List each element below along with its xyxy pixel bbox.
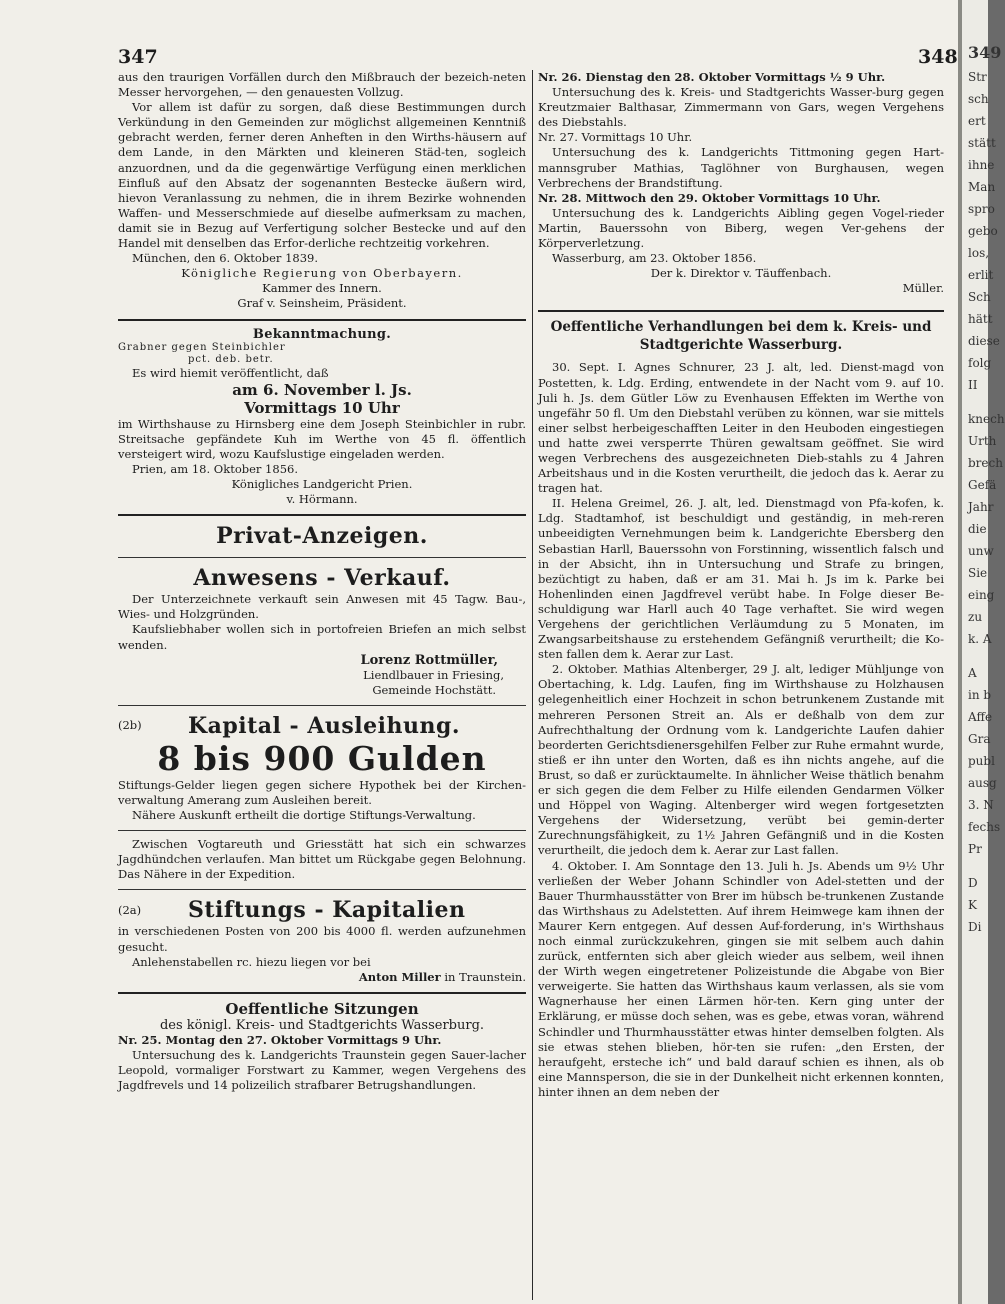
edge-fragment: K	[968, 898, 977, 912]
edge-fragment: Di	[968, 920, 982, 934]
private-ads-title: Privat-Anzeigen.	[216, 523, 428, 550]
left-column	[118, 70, 526, 1093]
edge-fragment: ausg	[968, 776, 997, 790]
edge-fragment: folg	[968, 356, 992, 370]
bekanntmachung-title: Bekanntmachung.	[252, 326, 392, 342]
opening-signature: Graf v. Seinsheim, Präsident.	[237, 296, 407, 311]
divider-rule	[118, 705, 526, 706]
stiftung-title: Stiftungs - Kapitalien	[188, 897, 466, 924]
opening-paragraph-1: aus den traurigen Vorfällen durch den Mißbrauch der bezeich-neten Messer hervorgehen, — den genauesten Vollzug.	[118, 70, 526, 100]
anwesen-line-3: Gemeinde Hochstätt.	[372, 682, 496, 697]
kapital-amount: 8 bis 900 Gulden	[157, 738, 487, 778]
case-paragraph: 4. Oktober. I. Am Sonntage den 13. Juli h. Js. Abends um 9½ Uhr verließen der Weber Johann Schindler von Adel-stetten und der Bauer Thurmhausstätter von Brer im hübsch be-trunkenen Zustande das Wirthshaus zu Adelstetten. Auf ihrem Heimwege kam ihnen der Maurer Kern entgegen. Auf dessen Auf-forderung, in's Wirthshaus noch einmal zurückzukehren, gingen sie mit selbem auch dahin zurück, entfernten sich aber gleich wieder aus selbem, weil ihnen der Wirth wegen eingetretener Polizeistunde die Abgabe von Bier verweigerte. Sie hatten das Wirthshaus kaum verlassen, als sie vom Wagnerhause her einen Lärmen hör-ten. Kern ging unter der Erklärung, er müsse doch sehen, was es gebe, etwas voran, während Schindler und Thurmhausstätter etwas hinter demselben folgten. Als sie etwas stehen blieben, hör-ten sie rufen: „den Ersten, der heraufgeht, ersteche ich“ und bald darauf schien es ihnen, als ob eine Mannsperson, die sie in der Dunkelheit nicht erkennen konnten, hinter ihnen an dem neben der	[538, 858, 944, 1099]
divider-rule	[118, 557, 526, 558]
kapital-number: (2b)	[118, 718, 142, 733]
edge-fragment: sch	[968, 92, 989, 106]
case-paragraph: 2. Oktober. Mathias Altenberger, 29 J. alt, lediger Mühljunge von Obertaching, k. Ldg. Laufen, fing im Wirthshause zu Holzhausen gelegenheitlich einer Hochzeit in schon betrunkenem Zustande mit mehreren Personen Streit an. Als er deßhalb von dem zur Aufrechthaltung der Ordnung vom k. Landgerichte Laufen dahier beorderten Gerichtsdienersgehilfen Felber zur Ruhe ermahnt wurde, stieß er ihn unter den Worten, daß es ihn nichts angehe, auf die Brust, so daß er zurücktaumelte. In ähnlicher Weise thätlich benahm er sich gegen die dem Felber zu Hilfe eilenden Gendarmen Völker und Höppel von Waging. Altenberger wird wegen fortgesetzten Vergehens der Widersetzung, verübt bei gemin-derter Zurechnungsfähigkeit, zu 1½ Jahren Gefängniß und in die Kosten verurtheilt, die jedoch dem k. Aerar zur Last fallen.	[538, 662, 944, 858]
opening-place-date: München, den 6. Oktober 1839.	[132, 251, 318, 266]
right-director: Der k. Direktor v. Täuffenbach.	[650, 266, 832, 281]
bekanntmachung-place-date: Prien, am 18. Oktober 1856.	[132, 461, 298, 476]
verhandlungen-title-2: Stadtgerichte Wasserburg.	[639, 337, 843, 354]
divider-rule	[118, 514, 526, 516]
stiftung-sig-name: Anton Miller	[358, 969, 441, 984]
edge-fragment: knech	[968, 412, 1005, 426]
divider-rule	[118, 319, 526, 321]
opening-authority: Königliche Regierung von Oberbayern.	[181, 266, 463, 281]
kapital-text: Stiftungs-Gelder liegen gegen sichere Hypothek bei der Kirchen-verwaltung Amerang zum Ausleihen bereit.	[118, 777, 526, 807]
edge-fragment: spro	[968, 202, 995, 216]
nr26-heading: Nr. 26. Dienstag den 28. Oktober Vormittags ½ 9 Uhr.	[538, 70, 886, 84]
nr28-text: Untersuchung des k. Landgerichts Aibling gegen Vogel-rieder Martin, Bauerssohn von Biberg, wegen Ver-gehens der Körperverletzung.	[538, 205, 944, 251]
nr27-text: Untersuchung des k. Landgerichts Tittmoning gegen Hart-mannsgruber Mathias, Taglöhner von Burghausen, wegen Verbrechens der Brandstiftung.	[538, 145, 944, 190]
right-signature: Müller.	[902, 281, 944, 296]
page-number-left: 347	[118, 46, 158, 68]
case-line-2: pct. deb. betr.	[188, 353, 274, 365]
anwesen-line-2: Liendlbauer in Friesing,	[363, 667, 504, 682]
sitzungen-entry: Nr. 25. Montag den 27. Oktober Vormittags 9 Uhr.	[118, 1032, 442, 1047]
auction-time: Vormittags 10 Uhr	[244, 398, 400, 417]
edge-fragment: Sch	[968, 290, 991, 304]
edge-fragment: Gefä	[968, 478, 997, 492]
edge-fragment: D	[968, 876, 978, 890]
edge-fragment: brech	[968, 456, 1003, 470]
edge-fragment: II	[968, 378, 978, 392]
stiftung-signature	[118, 970, 526, 985]
divider-rule	[118, 830, 526, 831]
edge-fragment: Sie	[968, 566, 988, 580]
edge-fragment: Pr	[968, 842, 982, 856]
stiftung-sig-place: in Traunstein.	[444, 969, 526, 984]
edge-fragment: Str	[968, 70, 987, 84]
divider-rule	[538, 310, 944, 312]
anwesen-text-2: Kaufsliebhaber wollen sich in portofreien Briefen an mich selbst wenden.	[118, 622, 526, 652]
stiftung-heading	[118, 896, 526, 924]
edge-fragment: publ	[968, 754, 995, 768]
verhandlungen-title-1: Oeffentliche Verhandlungen bei dem k. Kreis- und	[550, 319, 932, 336]
edge-fragment: zu	[968, 610, 983, 624]
bekanntmachung-signature: v. Hörmann.	[286, 492, 358, 507]
sitzungen-entry-text: Untersuchung des k. Landgerichts Traunstein gegen Sauer-lacher Leopold, vormaliger Forstwart zu Kammer, wegen Vergehens des Jagdfrevels und 14 polizeilich strafbarer Betrugshandlungen.	[118, 1048, 526, 1093]
edge-fragment: k. A	[968, 632, 992, 646]
edge-fragment: ert	[968, 114, 986, 128]
case-paragraph: 30. Sept. I. Agnes Schnurer, 23 J. alt, led. Dienst-magd von Postetten, k. Ldg. Erding, entwendete in der Nacht vom 9. auf 10. Juli h. Js. dem Gütler Löw zu Evenhausen Effekten im Werthe von ungefähr 50 fl. Um den Diebstahl verüben zu können, war sie mittels einer selbst herbeigeschafften Leiter in den Heuboden eingestiegen und hatte zwei versperrte Thüren gewaltsam geöffnet. Sie wird wegen Verbrechens des ausgezeichneten Dieb-stahls zu 4 Jahren Arbeitshaus und in die Kosten verurtheilt, die jedoch das k. Aerar zu tragen hat.	[538, 360, 944, 496]
edge-fragment: 3. N	[968, 798, 994, 812]
edge-fragment: gebo	[968, 224, 998, 238]
auction-date: am 6. November l. Js.	[232, 380, 412, 399]
edge-fragment: Urth	[968, 434, 997, 448]
edge-fragment: Affe	[968, 710, 993, 724]
edge-fragment: Jahr	[968, 500, 994, 514]
column-divider	[532, 70, 533, 1300]
sitzungen-title-1: Oeffentliche Sitzungen	[225, 999, 419, 1018]
edge-fragment: diese	[968, 334, 1000, 348]
nr28-heading: Nr. 28. Mittwoch den 29. Oktober Vormittags 10 Uhr.	[538, 190, 881, 205]
opening-chamber: Kammer des Innern.	[262, 281, 382, 296]
sitzungen-title-2: des königl. Kreis- und Stadtgerichts Wasserburg.	[159, 1017, 485, 1033]
edge-fragment: fechs	[968, 820, 1001, 834]
kapital-text-2: Nähere Auskunft ertheilt die dortige Stiftungs-Verwaltung.	[132, 808, 476, 823]
edge-fragment: die	[968, 522, 987, 536]
stiftung-text-2: Anlehenstabellen rc. hiezu liegen vor bei	[132, 954, 371, 969]
edge-fragment: unw	[968, 544, 994, 558]
edge-fragment: los,	[968, 246, 990, 260]
anwesen-text: Der Unterzeichnete verkauft sein Anwesen mit 45 Tagw. Bau-, Wies- und Holzgründen.	[118, 592, 526, 622]
right-place-date: Wasserburg, am 23. Oktober 1856.	[552, 251, 757, 266]
anwesen-name: Lorenz Rottmüller,	[360, 652, 498, 668]
edge-fragment: ihne	[968, 158, 995, 172]
edge-fragment: Gra	[968, 732, 991, 746]
stiftung-text: in verschiedenen Posten von 200 bis 4000 fl. werden aufzunehmen gesucht.	[118, 924, 526, 954]
edge-fragment: A	[968, 666, 977, 680]
bekanntmachung-authority: Königliches Landgericht Prien.	[231, 477, 413, 492]
edge-fragment: stätt	[968, 136, 996, 150]
dog-notice: Zwischen Vogtareuth und Griesstätt hat sich ein schwarzes Jagdhündchen verlaufen. Man bittet um Rückgabe gegen Belohnung. Das Nähere in der Expedition.	[118, 837, 526, 882]
divider-rule	[118, 992, 526, 994]
nr27-heading: Nr. 27. Vormittags 10 Uhr.	[538, 130, 693, 145]
divider-rule	[118, 889, 526, 890]
edge-fragment: eing	[968, 588, 995, 602]
anwesen-title: Anwesens - Verkauf.	[193, 565, 451, 592]
bekanntmachung-text-1: Es wird hiemit veröffentlicht, daß	[132, 365, 329, 380]
case-paragraph: II. Helena Greimel, 26. J. alt, led. Dienstmagd von Pfa-kofen, k. Ldg. Stadtamhof, ist beschuldigt und geständig, in meh-reren unbeeidigten Vernehmungen beim k. Landgerichte Ebersberg den Sebastian Harll, Bauerssohn von Forstinning, wissentlich falsch und in der Absicht, ihn in Untersuchung und Strafe zu bringen, bezüchtigt zu haben, daß er am 31. Mai h. Js im k. Parke bei Hohenlinden einen Jagdfrevel verübt habe. In Folge dieser Be-schuldigung war Harll auch 40 Tage verhaftet. Sie wird wegen Vergehens der gerichtlichen Verläumdung zu 5 Monaten, im Zwangsarbeitshause zu erstehendem Gefängniß verurtheilt; die Ko-sten fallen dem k. Aerar zur Last.	[538, 496, 944, 662]
bekanntmachung-text-2: im Wirthshause zu Hirnsberg eine dem Joseph Steinbichler in rubr. Streitsache gepfändete Kuh im Werthe von 45 fl. öffentlich versteigert wird, wozu Kaufslustige eingeladen werden.	[118, 416, 526, 461]
edge-fragment: hätt	[968, 312, 993, 326]
edge-fragment: erlit	[968, 268, 994, 282]
nr26-text: Untersuchung des k. Kreis- und Stadtgerichts Wasser-burg gegen Kreutzmaier Balthasar, Zimmermann von Gars, wegen Vergehens des Diebstahls.	[538, 85, 944, 130]
kapital-heading	[118, 712, 526, 740]
edge-fragment: in b	[968, 688, 992, 702]
stiftung-number: (2a)	[118, 902, 142, 917]
page-number-right: 348	[918, 46, 958, 68]
right-column	[538, 70, 944, 1100]
opening-paragraph-2: Vor allem ist dafür zu sorgen, daß diese Bestimmungen durch Verkündung in den Gemeinden zur möglichst allgemeinen Kenntniß gebracht werden, ferner deren Anheften in den Wirths-häusern auf dem Lande, in den Märkten und kleineren Städ-ten, sogleich anzuordnen, und da die gegenwärtige Verfügung einen merklichen Einfluß auf den Absatz der sogenannten Bestecke äußern wird, hievon Veranlassung zu nehmen, die in ihrem Bezirke wohnenden Waffen- und Messerschmiede auf dieselbe aufmerksam zu machen, damit sie in Bezug auf Verfertigung solcher Bestecke und auf den Handel mit denselben das Erfor-derliche rechtzeitig vorkehren.	[118, 100, 526, 251]
edge-page-number: 349	[968, 43, 1002, 62]
adjacent-page-edge	[962, 0, 1005, 1304]
kapital-title: Kapital - Ausleihung.	[188, 712, 461, 739]
edge-fragment: Man	[968, 180, 996, 194]
case-line-1: Grabner gegen Steinbichler	[118, 341, 286, 353]
